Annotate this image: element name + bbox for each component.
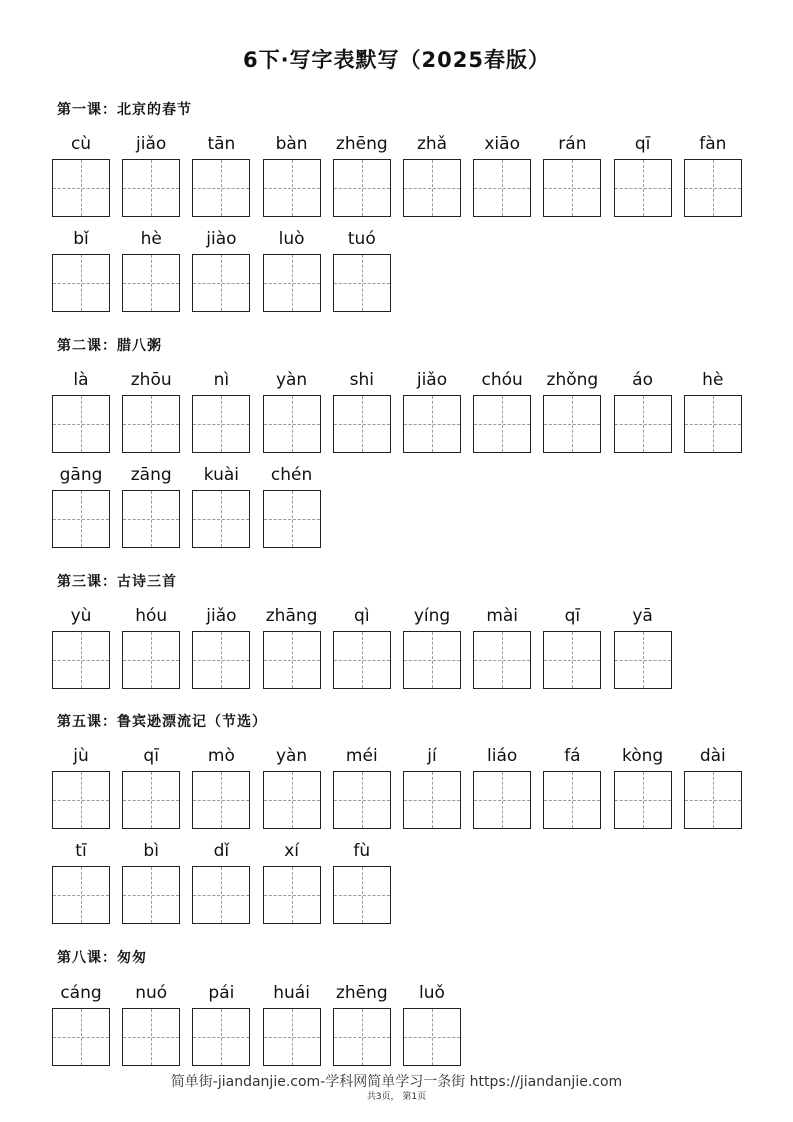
pinyin-label: chóu — [481, 370, 523, 390]
tianzige-box — [122, 395, 180, 453]
tianzige-box — [473, 395, 531, 453]
grid-guide-horizontal — [474, 424, 530, 425]
lesson-2-title: 第二课：腊八粥 — [57, 338, 162, 354]
pinyin-label: qī — [634, 134, 651, 154]
pinyin-label: zhōu — [130, 370, 172, 390]
tianzige-box — [263, 159, 321, 217]
grid-guide-horizontal — [404, 1037, 460, 1038]
pinyin-label: zhāng — [265, 606, 318, 626]
pinyin-label: áo — [632, 370, 653, 390]
tianzige-box — [192, 771, 250, 829]
pinyin-label: jiǎo — [416, 370, 448, 390]
tianzige-box — [403, 395, 461, 453]
grid-guide-horizontal — [53, 188, 109, 189]
grid-guide-horizontal — [123, 1037, 179, 1038]
pinyin-label: yíng — [413, 606, 451, 626]
grid-guide-horizontal — [53, 895, 109, 896]
grid-guide-horizontal — [123, 424, 179, 425]
pinyin-label: qī — [564, 606, 581, 626]
pinyin-label: chén — [270, 465, 313, 485]
grid-guide-horizontal — [53, 800, 109, 801]
pinyin-label: tī — [75, 841, 87, 861]
pinyin-label: jí — [427, 746, 437, 766]
grid-guide-horizontal — [53, 660, 109, 661]
pinyin-label: fàn — [699, 134, 727, 154]
tianzige-box — [122, 866, 180, 924]
tianzige-box — [614, 159, 672, 217]
footer-site-text: 简单街-jiandanjie.com-学科网简单学习一条街 https://jiandanjie.com — [170, 1074, 623, 1090]
pinyin-label: kòng — [621, 746, 664, 766]
tianzige-box — [684, 771, 742, 829]
tianzige-box — [192, 866, 250, 924]
pinyin-label: jiào — [206, 229, 237, 249]
grid-guide-horizontal — [123, 660, 179, 661]
pinyin-label: bì — [143, 841, 159, 861]
tianzige-box — [333, 395, 391, 453]
pinyin-label: xiāo — [484, 134, 520, 154]
tianzige-box — [122, 254, 180, 312]
tianzige-box — [122, 490, 180, 548]
grid-guide-horizontal — [123, 519, 179, 520]
tianzige-box — [473, 771, 531, 829]
grid-guide-horizontal — [264, 188, 320, 189]
pinyin-label: hè — [702, 370, 724, 390]
pinyin-label: nì — [213, 370, 230, 390]
pinyin-label: xí — [284, 841, 299, 861]
grid-guide-horizontal — [404, 800, 460, 801]
tianzige-box — [614, 771, 672, 829]
grid-guide-horizontal — [404, 188, 460, 189]
pinyin-label: liáo — [487, 746, 518, 766]
grid-guide-horizontal — [264, 519, 320, 520]
grid-guide-horizontal — [193, 283, 249, 284]
pinyin-label: mài — [486, 606, 519, 626]
grid-guide-horizontal — [544, 188, 600, 189]
tianzige-box — [192, 631, 250, 689]
tianzige-box — [403, 771, 461, 829]
pinyin-label: shi — [349, 370, 374, 390]
grid-guide-horizontal — [544, 424, 600, 425]
tianzige-box — [333, 771, 391, 829]
tianzige-box — [333, 1008, 391, 1066]
tianzige-box — [52, 866, 110, 924]
tianzige-box — [614, 395, 672, 453]
pinyin-label: luǒ — [419, 983, 445, 1003]
grid-guide-horizontal — [193, 1037, 249, 1038]
tianzige-box — [543, 631, 601, 689]
tianzige-box — [263, 490, 321, 548]
grid-guide-horizontal — [544, 660, 600, 661]
pinyin-label: tān — [207, 134, 236, 154]
grid-guide-horizontal — [123, 895, 179, 896]
pinyin-label: bǐ — [73, 229, 89, 249]
tianzige-box — [543, 395, 601, 453]
tianzige-box — [52, 159, 110, 217]
pinyin-label: nuó — [135, 983, 168, 1003]
pinyin-label: dǐ — [213, 841, 230, 861]
grid-guide-horizontal — [264, 424, 320, 425]
tianzige-box — [192, 490, 250, 548]
grid-guide-horizontal — [193, 424, 249, 425]
lesson-3-title: 第三课：古诗三首 — [57, 574, 177, 590]
pinyin-label: cù — [70, 134, 92, 154]
pinyin-label: yù — [70, 606, 92, 626]
grid-guide-horizontal — [685, 800, 741, 801]
grid-guide-horizontal — [193, 660, 249, 661]
tianzige-box — [263, 1008, 321, 1066]
tianzige-box — [122, 771, 180, 829]
grid-guide-horizontal — [53, 1037, 109, 1038]
pinyin-label: zhǒng — [546, 370, 599, 390]
grid-guide-horizontal — [334, 800, 390, 801]
tianzige-box — [403, 631, 461, 689]
grid-guide-horizontal — [474, 660, 530, 661]
grid-guide-horizontal — [615, 424, 671, 425]
pinyin-label: hóu — [135, 606, 168, 626]
tianzige-box — [192, 159, 250, 217]
pinyin-label: yàn — [275, 746, 308, 766]
tianzige-box — [333, 254, 391, 312]
grid-guide-horizontal — [334, 895, 390, 896]
pinyin-label: qì — [354, 606, 370, 626]
grid-guide-horizontal — [123, 283, 179, 284]
grid-guide-horizontal — [615, 800, 671, 801]
grid-guide-horizontal — [123, 188, 179, 189]
tianzige-box — [263, 254, 321, 312]
grid-guide-horizontal — [685, 424, 741, 425]
pinyin-label: zhēng — [335, 134, 388, 154]
grid-guide-horizontal — [544, 800, 600, 801]
tianzige-box — [473, 631, 531, 689]
grid-guide-horizontal — [685, 188, 741, 189]
footer-page-number: 共3页， 第1页 — [366, 1092, 427, 1102]
grid-guide-horizontal — [615, 660, 671, 661]
pinyin-label: bàn — [275, 134, 308, 154]
pinyin-label: tuó — [347, 229, 376, 249]
tianzige-box — [684, 395, 742, 453]
tianzige-box — [192, 254, 250, 312]
grid-guide-horizontal — [193, 188, 249, 189]
grid-guide-horizontal — [334, 283, 390, 284]
lesson-1-title: 第一课：北京的春节 — [57, 102, 192, 118]
pinyin-label: yàn — [275, 370, 308, 390]
pinyin-label: là — [73, 370, 89, 390]
pinyin-label: zhēng — [335, 983, 388, 1003]
pinyin-label: cáng — [60, 983, 102, 1003]
grid-guide-horizontal — [53, 424, 109, 425]
tianzige-box — [52, 1008, 110, 1066]
tianzige-box — [52, 771, 110, 829]
tianzige-box — [614, 631, 672, 689]
lesson-5-title: 第五课：鲁宾逊漂流记（节选） — [57, 714, 267, 730]
pinyin-label: hè — [140, 229, 162, 249]
grid-guide-horizontal — [264, 283, 320, 284]
tianzige-box — [403, 1008, 461, 1066]
tianzige-box — [684, 159, 742, 217]
lesson-8-title: 第八课：匆匆 — [57, 950, 147, 966]
grid-guide-horizontal — [264, 895, 320, 896]
pinyin-label: mò — [207, 746, 235, 766]
grid-guide-horizontal — [193, 800, 249, 801]
tianzige-box — [52, 490, 110, 548]
tianzige-box — [333, 866, 391, 924]
pinyin-label: huái — [273, 983, 310, 1003]
pinyin-label: jiǎo — [206, 606, 237, 626]
grid-guide-horizontal — [193, 895, 249, 896]
grid-guide-horizontal — [53, 519, 109, 520]
pinyin-label: luò — [278, 229, 305, 249]
tianzige-box — [333, 159, 391, 217]
tianzige-box — [192, 1008, 250, 1066]
grid-guide-horizontal — [264, 660, 320, 661]
pinyin-label: dài — [699, 746, 726, 766]
pinyin-label: yā — [632, 606, 653, 626]
tianzige-box — [263, 631, 321, 689]
grid-guide-horizontal — [334, 424, 390, 425]
tianzige-box — [192, 395, 250, 453]
grid-guide-horizontal — [53, 283, 109, 284]
tianzige-box — [122, 159, 180, 217]
pinyin-label: kuài — [203, 465, 240, 485]
pinyin-label: zhǎ — [416, 134, 448, 154]
grid-guide-horizontal — [474, 800, 530, 801]
tianzige-box — [263, 866, 321, 924]
pinyin-label: qī — [143, 746, 159, 766]
tianzige-box — [122, 1008, 180, 1066]
grid-guide-horizontal — [264, 1037, 320, 1038]
pinyin-label: fù — [353, 841, 371, 861]
pinyin-label: jù — [73, 746, 89, 766]
tianzige-box — [263, 771, 321, 829]
tianzige-box — [122, 631, 180, 689]
grid-guide-horizontal — [474, 188, 530, 189]
grid-guide-horizontal — [193, 519, 249, 520]
pinyin-label: jiǎo — [136, 134, 167, 154]
pinyin-label: rán — [558, 134, 587, 154]
grid-guide-horizontal — [264, 800, 320, 801]
pinyin-label: gāng — [59, 465, 103, 485]
grid-guide-horizontal — [334, 660, 390, 661]
grid-guide-horizontal — [404, 660, 460, 661]
tianzige-box — [52, 631, 110, 689]
grid-guide-horizontal — [615, 188, 671, 189]
tianzige-box — [543, 159, 601, 217]
tianzige-box — [473, 159, 531, 217]
page-title: 6下·写字表默写（2025春版） — [242, 48, 551, 72]
tianzige-box — [52, 254, 110, 312]
tianzige-box — [403, 159, 461, 217]
pinyin-label: fá — [564, 746, 581, 766]
grid-guide-horizontal — [334, 1037, 390, 1038]
grid-guide-horizontal — [334, 188, 390, 189]
pinyin-label: zāng — [130, 465, 172, 485]
pinyin-label: méi — [345, 746, 378, 766]
pinyin-label: pái — [208, 983, 235, 1003]
tianzige-box — [52, 395, 110, 453]
grid-guide-horizontal — [123, 800, 179, 801]
tianzige-box — [543, 771, 601, 829]
grid-guide-horizontal — [404, 424, 460, 425]
tianzige-box — [263, 395, 321, 453]
tianzige-box — [333, 631, 391, 689]
